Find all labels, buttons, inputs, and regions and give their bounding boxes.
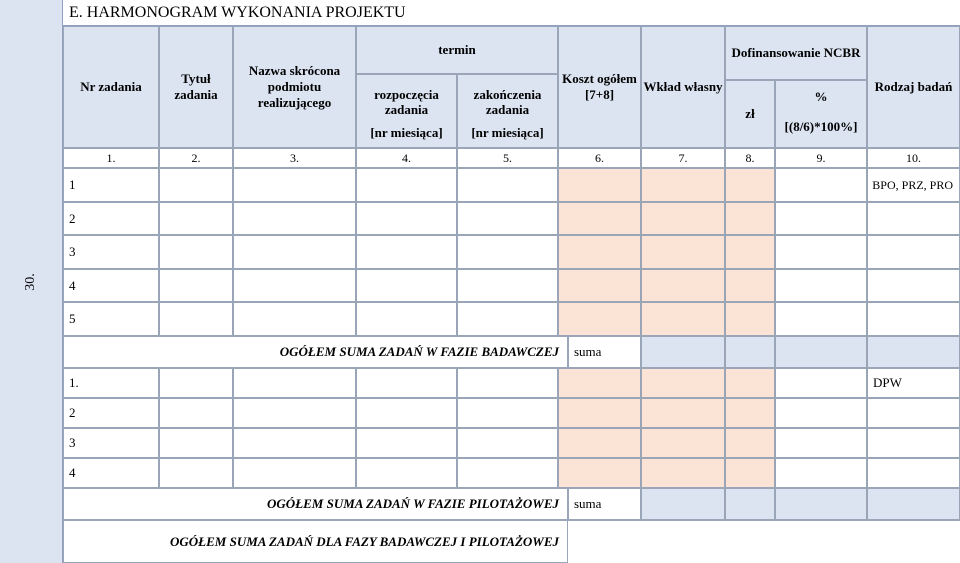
research-cell[interactable] bbox=[558, 168, 641, 202]
research-cell[interactable] bbox=[558, 302, 641, 336]
research-cell[interactable] bbox=[457, 235, 558, 269]
pilot-row-number: 2 bbox=[63, 398, 159, 428]
research-cell[interactable] bbox=[867, 202, 960, 235]
pilot-cell[interactable] bbox=[558, 398, 641, 428]
pilot-cell[interactable] bbox=[457, 368, 558, 398]
pilot-row-number: 4 bbox=[63, 458, 159, 488]
research-cell[interactable] bbox=[159, 269, 233, 302]
header-termin: termin bbox=[356, 26, 558, 74]
pilot-cell[interactable] bbox=[725, 428, 775, 458]
header-tytul-zadania: Tytuł zadania bbox=[159, 26, 233, 148]
pilot-cell[interactable] bbox=[159, 428, 233, 458]
header-rozpoczecia-label: rozpoczęcia zadania bbox=[374, 87, 439, 117]
research-cell[interactable] bbox=[356, 168, 457, 202]
research-cell[interactable] bbox=[558, 269, 641, 302]
column-number: 8. bbox=[725, 148, 775, 168]
pilot-cell[interactable] bbox=[558, 458, 641, 488]
research-total-cell bbox=[867, 336, 960, 368]
research-cell[interactable] bbox=[775, 302, 867, 336]
column-number: 9. bbox=[775, 148, 867, 168]
research-cell[interactable] bbox=[641, 202, 725, 235]
pilot-cell[interactable] bbox=[457, 398, 558, 428]
research-cell[interactable] bbox=[775, 235, 867, 269]
pilot-cell[interactable] bbox=[233, 368, 356, 398]
research-cell[interactable] bbox=[725, 302, 775, 336]
pilot-cell[interactable] bbox=[233, 398, 356, 428]
document-title: E. HARMONOGRAM WYKONANIA PROJEKTU bbox=[63, 0, 960, 26]
pilot-cell[interactable] bbox=[867, 428, 960, 458]
research-cell[interactable] bbox=[159, 235, 233, 269]
pilot-cell[interactable] bbox=[457, 458, 558, 488]
pilot-cell[interactable] bbox=[641, 368, 725, 398]
pilot-cell[interactable] bbox=[725, 368, 775, 398]
research-cell[interactable] bbox=[159, 302, 233, 336]
grand-total-label: OGÓŁEM SUMA ZADAŃ DLA FAZY BADAWCZEJ I PILOTAŻOWEJ bbox=[63, 520, 568, 563]
pilot-type: DPW bbox=[867, 368, 960, 398]
header-rodzaj-badan: Rodzaj badań bbox=[867, 26, 960, 148]
research-cell[interactable] bbox=[725, 202, 775, 235]
research-cell[interactable] bbox=[775, 202, 867, 235]
column-number: 2. bbox=[159, 148, 233, 168]
pilot-cell[interactable] bbox=[457, 428, 558, 458]
pilot-cell[interactable] bbox=[867, 398, 960, 428]
research-cell[interactable] bbox=[775, 269, 867, 302]
section-number: 30. bbox=[23, 273, 38, 291]
research-cell[interactable] bbox=[558, 202, 641, 235]
header-zl: zł bbox=[725, 80, 775, 148]
pilot-cell[interactable] bbox=[159, 398, 233, 428]
pilot-row-number: 3 bbox=[63, 428, 159, 458]
header-wklad: Wkład własny bbox=[641, 26, 725, 148]
research-cell[interactable] bbox=[775, 168, 867, 202]
research-total-label: OGÓŁEM SUMA ZADAŃ W FAZIE BADAWCZEJ bbox=[63, 336, 568, 368]
pilot-total-cell bbox=[725, 488, 775, 520]
header-rozpoczecia-unit: [nr miesiąca] bbox=[370, 125, 443, 140]
pilot-cell[interactable] bbox=[356, 458, 457, 488]
research-cell[interactable] bbox=[641, 235, 725, 269]
research-cell[interactable] bbox=[233, 235, 356, 269]
pilot-cell[interactable] bbox=[233, 458, 356, 488]
research-cell[interactable] bbox=[725, 168, 775, 202]
column-number: 1. bbox=[63, 148, 159, 168]
header-percent bbox=[775, 80, 867, 148]
pilot-cell[interactable] bbox=[558, 428, 641, 458]
research-cell[interactable] bbox=[867, 235, 960, 269]
grand-total-blank bbox=[568, 520, 960, 563]
column-number: 6. bbox=[558, 148, 641, 168]
research-cell[interactable] bbox=[457, 269, 558, 302]
pilot-cell[interactable] bbox=[641, 398, 725, 428]
research-cell[interactable] bbox=[867, 302, 960, 336]
pilot-cell[interactable] bbox=[775, 428, 867, 458]
research-cell[interactable] bbox=[233, 302, 356, 336]
pilot-cell[interactable] bbox=[775, 368, 867, 398]
column-number: 4. bbox=[356, 148, 457, 168]
column-number: 10. bbox=[867, 148, 960, 168]
pilot-total-cell bbox=[775, 488, 867, 520]
research-row-number: 4 bbox=[63, 269, 159, 302]
pilot-cell[interactable] bbox=[867, 458, 960, 488]
research-cell[interactable] bbox=[233, 202, 356, 235]
research-row-number: 1 bbox=[63, 168, 159, 202]
research-cell[interactable] bbox=[725, 235, 775, 269]
research-cell[interactable] bbox=[457, 168, 558, 202]
research-cell[interactable] bbox=[356, 269, 457, 302]
research-cell[interactable] bbox=[159, 202, 233, 235]
pilot-row-number: 1. bbox=[63, 368, 159, 398]
research-cell[interactable] bbox=[641, 269, 725, 302]
section-number-column bbox=[0, 0, 63, 563]
column-number: 3. bbox=[233, 148, 356, 168]
pilot-cell[interactable] bbox=[775, 398, 867, 428]
pilot-cell[interactable] bbox=[641, 428, 725, 458]
pilot-cell[interactable] bbox=[356, 428, 457, 458]
pilot-cell[interactable] bbox=[725, 398, 775, 428]
header-percent-formula: [(8/6)*100%] bbox=[784, 119, 858, 134]
pilot-cell[interactable] bbox=[641, 458, 725, 488]
pilot-total-cell bbox=[641, 488, 725, 520]
research-cell[interactable] bbox=[233, 269, 356, 302]
pilot-cell[interactable] bbox=[356, 368, 457, 398]
research-cell[interactable] bbox=[641, 302, 725, 336]
research-total-cell bbox=[641, 336, 725, 368]
header-dofinansowanie: Dofinansowanie NCBR bbox=[725, 26, 867, 80]
research-cell[interactable] bbox=[457, 302, 558, 336]
research-cell[interactable] bbox=[867, 269, 960, 302]
pilot-cell[interactable] bbox=[159, 458, 233, 488]
pilot-cell[interactable] bbox=[775, 458, 867, 488]
research-cell[interactable] bbox=[725, 269, 775, 302]
header-zakonczenia-unit: [nr miesiąca] bbox=[471, 125, 544, 140]
header-rozpoczecia bbox=[356, 74, 457, 148]
research-cell[interactable] bbox=[457, 202, 558, 235]
research-row-number: 3 bbox=[63, 235, 159, 269]
research-cell[interactable] bbox=[356, 302, 457, 336]
pilot-cell[interactable] bbox=[159, 368, 233, 398]
research-cell[interactable] bbox=[641, 168, 725, 202]
column-number: 7. bbox=[641, 148, 725, 168]
pilot-cell[interactable] bbox=[233, 428, 356, 458]
pilot-total-cell bbox=[867, 488, 960, 520]
header-nazwa-podmiotu: Nazwa skrócona podmiotu realizującego bbox=[233, 26, 356, 148]
research-total-cell bbox=[725, 336, 775, 368]
research-cell[interactable] bbox=[356, 235, 457, 269]
pilot-cell[interactable] bbox=[558, 368, 641, 398]
header-zakonczenia bbox=[457, 74, 558, 148]
research-cell[interactable] bbox=[233, 168, 356, 202]
research-cell[interactable] bbox=[159, 168, 233, 202]
research-cell[interactable] bbox=[558, 235, 641, 269]
research-row-number: 2 bbox=[63, 202, 159, 235]
research-cell[interactable] bbox=[356, 202, 457, 235]
research-total-cell bbox=[775, 336, 867, 368]
pilot-cell[interactable] bbox=[356, 398, 457, 428]
pilot-cell[interactable] bbox=[725, 458, 775, 488]
research-total-sum: suma bbox=[568, 336, 641, 368]
header-koszt: Koszt ogółem [7+8] bbox=[558, 26, 641, 148]
column-number: 5. bbox=[457, 148, 558, 168]
research-row-number: 5 bbox=[63, 302, 159, 336]
header-percent-label: % bbox=[814, 89, 828, 104]
header-nr-zadania: Nr zadania bbox=[63, 26, 159, 148]
schedule-table bbox=[63, 26, 960, 563]
pilot-total-label: OGÓŁEM SUMA ZADAŃ W FAZIE PILOTAŻOWEJ bbox=[63, 488, 568, 520]
pilot-total-sum: suma bbox=[568, 488, 641, 520]
research-type: BPO, PRZ, PRO bbox=[867, 168, 960, 202]
header-zakonczenia-label: zakończenia zadania bbox=[473, 87, 542, 117]
